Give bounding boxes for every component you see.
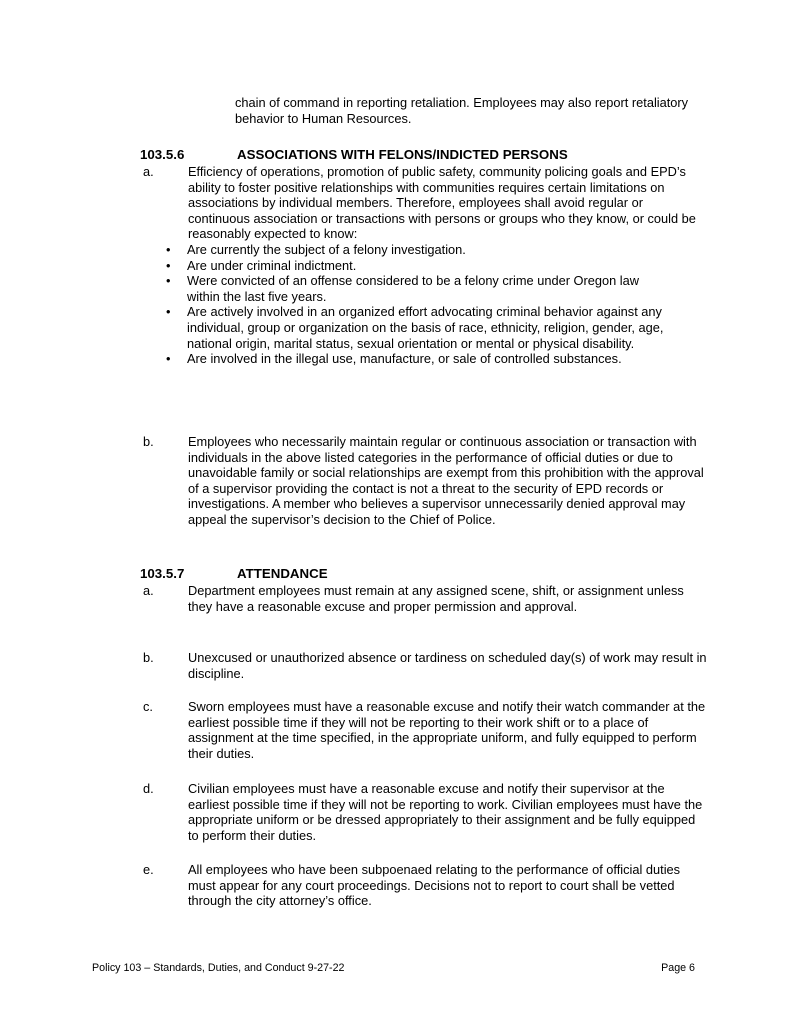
bullet-item: • Are actively involved in an organized effort advocating criminal behavior against any individual, group or organization on the basis of race, ethnicity, religion, gender, age, national origin, marital status, sexual orientation or mental or physical disability. (166, 304, 666, 351)
section-number: 103.5.6 (140, 147, 185, 162)
item-label: b. (143, 434, 154, 449)
bullet-item: • Were convicted of an offense considered to be a felony crime under Oregon law within the last five years. (166, 273, 666, 304)
list-item (140, 164, 720, 367)
bullet-list (166, 242, 666, 367)
item-text: Civilian employees must have a reasonable excuse and notify their supervisor at the earliest possible time if they will not be reporting to work. Civilian employees must have the appropriate uniform or be dressed appropriately to their assignment and be fully equipped to perform their duties. (188, 781, 703, 843)
item-text: All employees who have been subpoenaed relating to the performance of official duties must appear for any court proceedings. Decisions not to report to court shall be vetted through the city attorney’s office. (188, 862, 681, 909)
item-label: a. (143, 583, 154, 598)
list-item (140, 650, 720, 681)
item-label: e. (143, 862, 154, 877)
item-text: Sworn employees must have a reasonable excuse and notify their watch commander at the earliest possible time if they will not be reporting to their work shift or to a place of assignment at the time specified, in the appropriate uniform, and fully equipped to perform their duties. (188, 699, 706, 761)
section-heading-associations (140, 147, 720, 163)
section-title: ATTENDANCE (237, 566, 328, 581)
item-text: Department employees must remain at any assigned scene, shift, or assignment unless they have a reasonable excuse and proper permission and approval. (188, 583, 684, 614)
continued-paragraph: chain of command in reporting retaliation. Employees may also report retaliatory behavior to Human Resources. (235, 95, 689, 126)
item-label: a. (143, 164, 154, 179)
item-label: c. (143, 699, 153, 714)
item-text: Employees who necessarily maintain regular or continuous association or transaction with individuals in the above listed categories in the performance of official duties or due to unavoidable family or social relationships are exempt from this prohibition with the approval of a supervisor providing the contact is not a threat to the security of EPD records or investigations. A member who believes a supervisor unnecessarily denied approval may appeal the supervisor’s decision to the Chief of Police. (188, 434, 704, 527)
list-item (140, 583, 720, 614)
list-item (140, 434, 720, 528)
footer-policy-title: Policy 103 – Standards, Duties, and Conduct 9-27-22 (92, 962, 345, 974)
item-text: Unexcused or unauthorized absence or tardiness on scheduled day(s) of work may result in discipline. (188, 650, 707, 681)
item-label: d. (143, 781, 154, 796)
list-item (140, 781, 720, 843)
item-label: b. (143, 650, 154, 665)
list-item (140, 699, 720, 761)
section-title: ASSOCIATIONS WITH FELONS/INDICTED PERSONS (237, 147, 568, 162)
section-number: 103.5.7 (140, 566, 185, 581)
item-text: Efficiency of operations, promotion of public safety, community policing goals and EPD’s ability to foster positive relationships with communities requires certain limitations on associations by individual members. Therefore, employees shall avoid regular or continuous association or transactions with persons or groups who they know, or could be reasonably expected to know: (188, 164, 696, 242)
bullet-item: • Are under criminal indictment. (166, 258, 666, 274)
section-heading-attendance (140, 566, 720, 582)
bullet-item: • Are involved in the illegal use, manufacture, or sale of controlled substances. (166, 351, 666, 367)
bullet-item: • Are currently the subject of a felony investigation. (166, 242, 666, 258)
footer-page-number: Page 6 (661, 962, 695, 974)
list-item (140, 862, 720, 909)
